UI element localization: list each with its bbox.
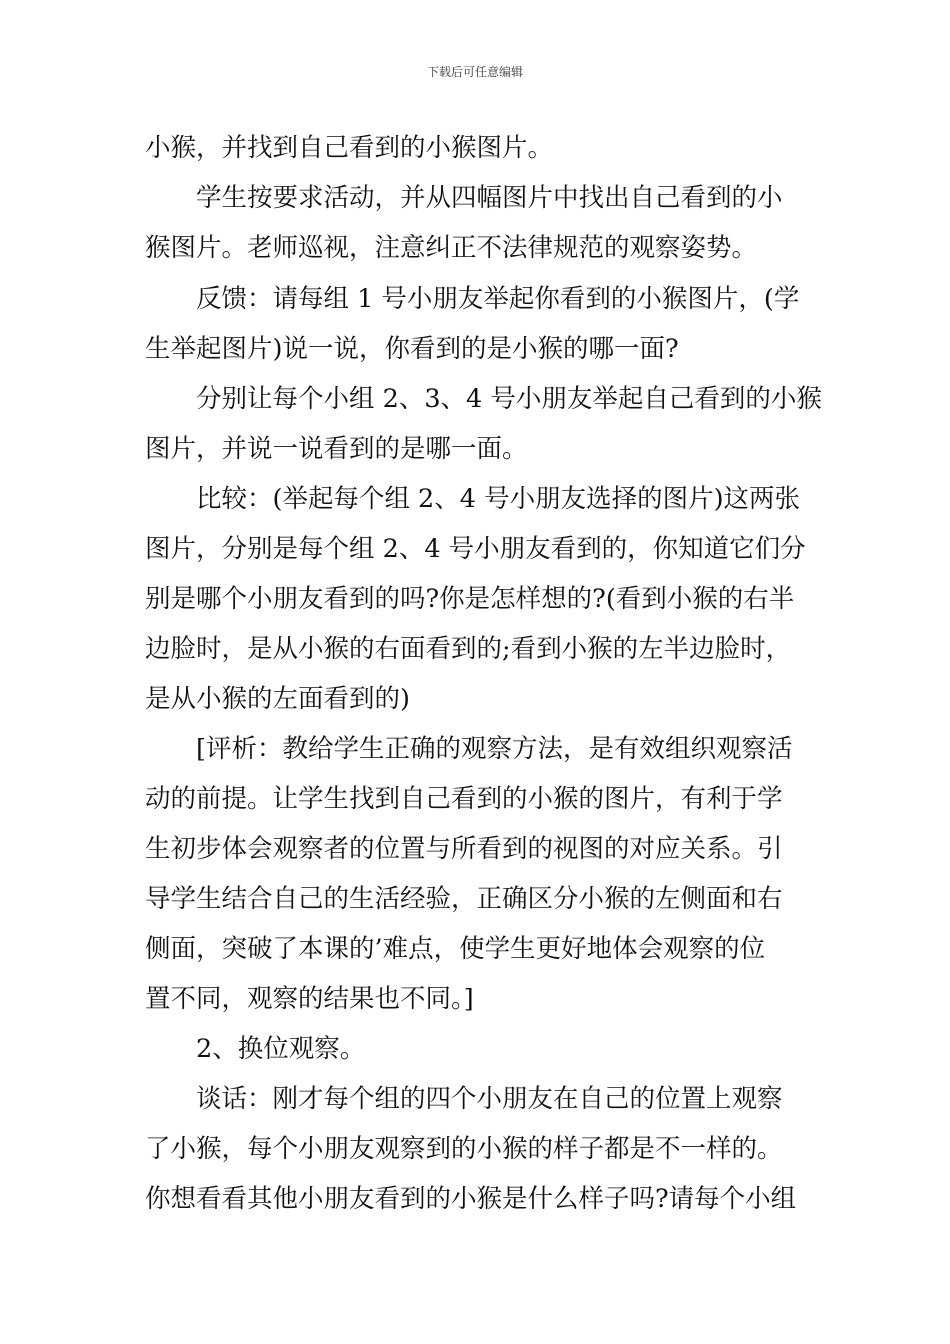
text-line: 是从小猴的左面看到的) <box>145 684 410 714</box>
text-line: 谈话：刚才每个组的四个小朋友在自己的位置上观察 <box>145 1084 783 1114</box>
text-line: 学生按要求活动，并从四幅图片中找出自己看到的小 <box>145 183 783 213</box>
text-line: 别是哪个小朋友看到的吗?你是怎样想的?(看到小猴的右半 <box>145 584 795 614</box>
text-line: 生初步体会观察者的位置与所看到的视图的对应关系。引 <box>145 834 783 864</box>
text-line: 导学生结合自己的生活经验，正确区分小猴的左侧面和右 <box>145 884 783 914</box>
page-header: 下载后可任意编辑 <box>426 65 523 79</box>
text-line: 你想看看其他小朋友看到的小猴是什么样子吗?请每个小组 <box>145 1184 797 1214</box>
text-line: 小猴，并找到自己看到的小猴图片。 <box>145 133 554 163</box>
text-line: 图片，分别是每个组 2、4 号小朋友看到的，你知道它们分 <box>145 534 806 564</box>
text-line: 生举起图片)说一说，你看到的是小猴的哪一面? <box>145 334 679 364</box>
text-line: 比较：(举起每个组 2、4 号小朋友选择的图片)这两张 <box>145 484 801 514</box>
text-line: 边脸时，是从小猴的右面看到的;看到小猴的左半边脸时， <box>145 634 792 664</box>
text-line: 反馈：请每组 1 号小朋友举起你看到的小猴图片，(学 <box>145 284 800 314</box>
text-line: 置不同，观察的结果也不同。] <box>145 984 474 1014</box>
text-line: [评析：教给学生正确的观察方法，是有效组织观察活 <box>145 734 793 764</box>
text-line: 猴图片。老师巡视，注意纠正不法律规范的观察姿势。 <box>145 233 758 263</box>
text-line: 动的前提。让学生找到自己看到的小猴的图片，有利于学 <box>145 784 783 814</box>
text-line: 2、换位观察。 <box>145 1034 366 1064</box>
text-line: 图片，并说一说看到的是哪一面。 <box>145 434 528 464</box>
text-line: 了小猴，每个小朋友观察到的小猴的样子都是不一样的。 <box>145 1134 783 1164</box>
text-line: 侧面，突破了本课的’难点，使学生更好地体会观察的位 <box>145 934 766 964</box>
text-line: 分别让每个小组 2、3、4 号小朋友举起自己看到的小猴 <box>145 384 822 414</box>
